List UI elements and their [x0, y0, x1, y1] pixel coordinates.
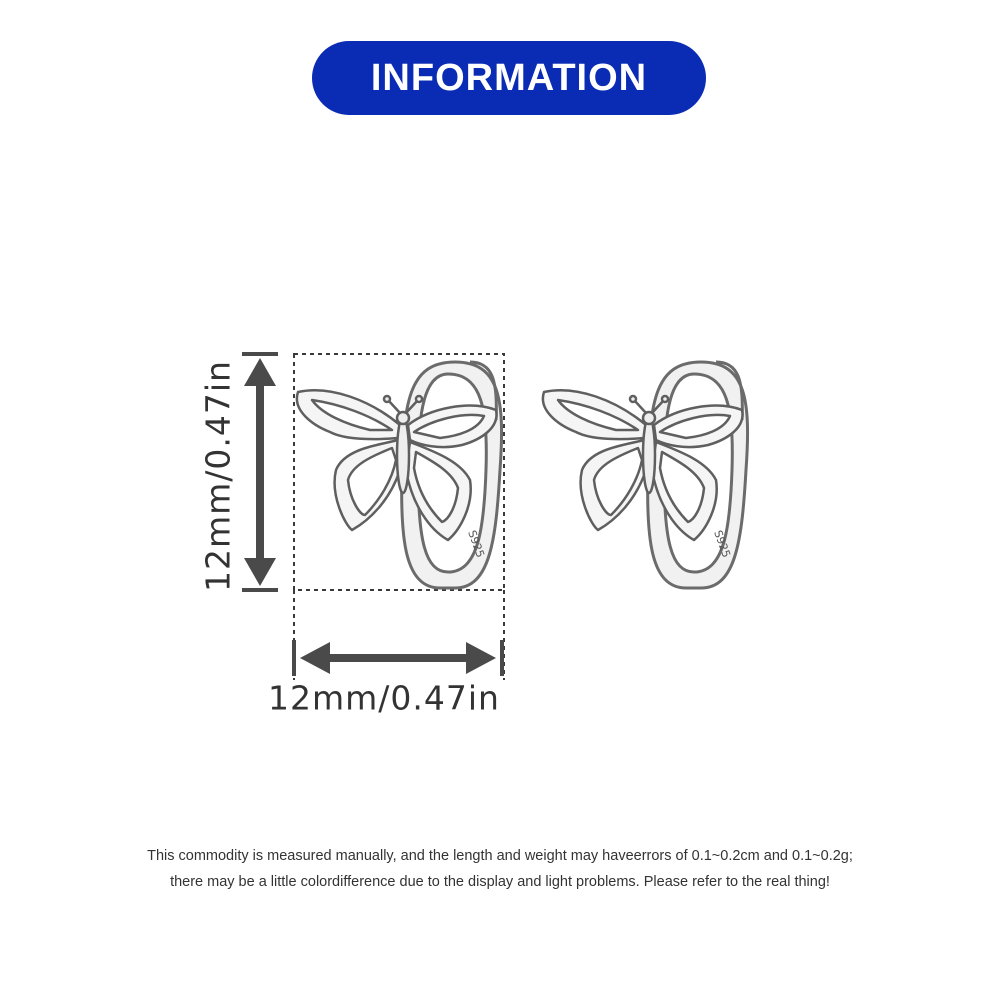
disclaimer [60, 843, 940, 895]
height-dimension-label: 12mm/0.47in [198, 360, 238, 592]
height-dimension-arrow [242, 354, 278, 590]
earring-right [543, 362, 748, 588]
disclaimer-line-2: there may be a little colordifference due to the display and light problems. Please refer to the real thing! [170, 874, 830, 890]
stamp-text: S925 [711, 528, 733, 560]
width-dimension-label: 12mm/0.47in [268, 678, 500, 718]
earring-left [297, 362, 502, 588]
width-dimension-arrow [294, 640, 502, 676]
stamp-text: S925 [465, 528, 487, 560]
disclaimer-line-1: This commodity is measured manually, and the length and weight may haveerrors of 0.1~0.2cm and 0.1~0.2g; [147, 848, 853, 864]
header-title: INFORMATION [370, 56, 648, 99]
